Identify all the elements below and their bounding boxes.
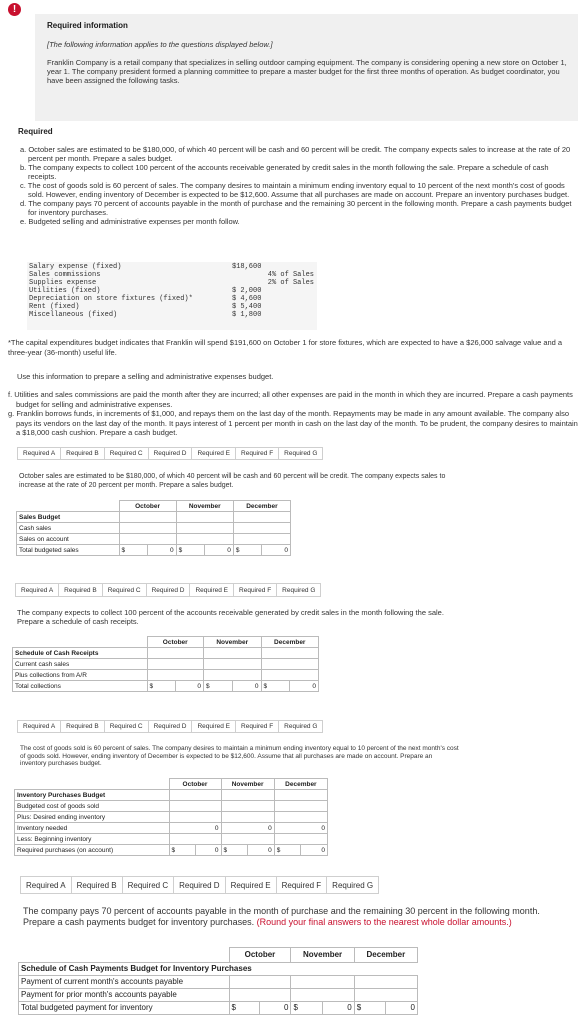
- required-list: [20, 145, 575, 226]
- col-october: October: [119, 501, 176, 512]
- total-value: 0: [205, 545, 234, 556]
- col-december: December: [274, 779, 327, 790]
- currency-sign: $: [176, 545, 205, 556]
- tab-required-e[interactable]: Required E: [225, 876, 276, 894]
- currency-sign: $: [119, 545, 148, 556]
- tab-required-b[interactable]: Required B: [58, 583, 102, 597]
- expense-label: Miscellaneous (fixed): [29, 311, 118, 319]
- expense-value: $18,600: [232, 263, 262, 271]
- input-cell[interactable]: [176, 523, 233, 534]
- currency-sign: $: [261, 681, 290, 692]
- row-label-beginning-inventory: Less: Beginning inventory: [15, 834, 170, 845]
- input-cell[interactable]: [147, 659, 204, 670]
- row-label-total: Total collections: [13, 681, 148, 692]
- table-title: Sales Budget: [17, 512, 120, 523]
- currency-sign: $: [221, 845, 248, 856]
- expense-value: 4% of Sales: [267, 271, 314, 279]
- row-label-collections-ar: Plus collections from A/R: [13, 670, 148, 681]
- cash-payments-description: [23, 906, 563, 927]
- tabs-section-c: [17, 720, 323, 733]
- tab-required-a[interactable]: Required A: [17, 447, 60, 460]
- tab-required-g[interactable]: Required G: [326, 876, 379, 894]
- currency-sign: $: [204, 681, 233, 692]
- expense-label: Salary expense (fixed): [29, 263, 122, 271]
- computed-value: 0: [221, 823, 274, 834]
- total-value: 0: [148, 545, 177, 556]
- rounding-note: (Round your final answers to the nearest whole dollar amounts.): [256, 916, 512, 927]
- row-label-cash-sales: Cash sales: [17, 523, 120, 534]
- expense-value: $ 1,800: [232, 311, 262, 319]
- input-cell[interactable]: [147, 670, 204, 681]
- input-cell[interactable]: [229, 988, 291, 1001]
- required-item-b: b. The company expects to collect 100 percent of the accounts receivable generated by credit sales in the month following the sale. Prepare a schedule of cash receipts.: [20, 163, 549, 181]
- tab-required-d[interactable]: Required D: [146, 583, 190, 597]
- tab-required-g[interactable]: Required G: [278, 720, 323, 733]
- input-cell[interactable]: [261, 659, 319, 670]
- col-december: December: [233, 501, 290, 512]
- tab-required-f[interactable]: Required F: [235, 447, 278, 460]
- input-cell[interactable]: [229, 975, 291, 988]
- tab-required-c[interactable]: Required C: [122, 876, 173, 894]
- col-december: December: [261, 637, 319, 648]
- tab-required-d[interactable]: Required D: [148, 447, 192, 460]
- tab-required-f[interactable]: Required F: [235, 720, 278, 733]
- total-value: 0: [195, 845, 221, 856]
- computed-value: 0: [169, 823, 221, 834]
- input-cell[interactable]: [221, 812, 274, 823]
- input-cell[interactable]: [169, 834, 221, 845]
- input-cell[interactable]: [291, 988, 354, 1001]
- tab-required-e[interactable]: Required E: [191, 447, 235, 460]
- total-value: 0: [290, 681, 319, 692]
- total-value: 0: [175, 681, 203, 692]
- computed-value: 0: [274, 823, 327, 834]
- sales-budget-description: October sales are estimated to be $180,000, of which 40 percent will be cash and 60 percent will be credit. The company expects sales to increase at the rate of 20 percent per month. Prepare a sales budget.: [19, 473, 446, 489]
- expense-value: 2% of Sales: [267, 279, 314, 287]
- row-label-total: Total budgeted payment for inventory: [19, 1001, 230, 1014]
- tab-required-c[interactable]: Required C: [104, 447, 148, 460]
- use-info-text: Use this information to prepare a selling and administrative expenses budget.: [17, 372, 274, 381]
- row-label-total: Total budgeted sales: [17, 545, 120, 556]
- capital-note: *The capital expenditures budget indicates that Franklin will spend $191,600 on October 1 for store fixtures, which are expected to have a $26,000 salvage value and a three-year (36-month) useful life.: [8, 338, 563, 357]
- col-october: October: [147, 637, 204, 648]
- tab-required-c[interactable]: Required C: [102, 583, 146, 597]
- input-cell[interactable]: [274, 812, 327, 823]
- input-cell[interactable]: [119, 523, 176, 534]
- input-cell[interactable]: [233, 534, 290, 545]
- expenses-values: [232, 263, 314, 319]
- alert-icon: !: [8, 3, 21, 16]
- input-cell[interactable]: [274, 801, 327, 812]
- input-cell[interactable]: [169, 801, 221, 812]
- input-cell[interactable]: [274, 834, 327, 845]
- currency-sign: $: [147, 681, 175, 692]
- input-cell[interactable]: [261, 670, 319, 681]
- row-label-sales-on-account: Sales on account: [17, 534, 120, 545]
- table-title: Inventory Purchases Budget: [15, 790, 170, 801]
- required-heading: Required: [18, 127, 53, 136]
- info-body: Franklin Company is a retail company that specializes in selling outdoor camping equipment. The company is considering opening a new store on October 1, year 1. The company president formed a planning committee to prepare a master budget for the first three months of operation. As budget coordinator, you have been assigned the following tasks.: [47, 58, 567, 85]
- total-value: 0: [301, 845, 328, 856]
- tab-required-f[interactable]: Required F: [233, 583, 276, 597]
- cash-payments-text: The company pays 70 percent of accounts payable in the month of purchase and the remaining 30 percent in the following month. Prepare a cash payments budget for inventory purchases.: [23, 906, 540, 927]
- total-value: 0: [262, 545, 291, 556]
- input-cell[interactable]: [221, 801, 274, 812]
- tab-required-g[interactable]: Required G: [276, 583, 321, 597]
- expense-value: $ 2,000: [232, 287, 262, 295]
- expenses-labels: [29, 263, 193, 319]
- col-november: November: [221, 779, 274, 790]
- tab-required-f[interactable]: Required F: [276, 876, 327, 894]
- tab-required-d[interactable]: Required D: [173, 876, 224, 894]
- currency-sign: $: [233, 545, 262, 556]
- info-title: Required information: [47, 21, 128, 30]
- required-item-c: c. The cost of goods sold is 60 percent of sales. The company desires to maintain a minimum ending inventory equal to 10 percent of the next month's cost of goods sold. However, ending inventory of December is expected to be $12,600. Assume that all purchases are made on account. Prepare an inventory purchases budget.: [20, 181, 570, 199]
- tab-required-b[interactable]: Required B: [71, 876, 122, 894]
- expense-value: $ 4,600: [232, 295, 262, 303]
- input-cell[interactable]: [119, 534, 176, 545]
- sales-budget-table: [16, 500, 291, 556]
- row-label-current-ap: Payment of current month's accounts payable: [19, 975, 230, 988]
- input-cell[interactable]: [354, 988, 417, 1001]
- cash-payments-table: [18, 947, 418, 1015]
- input-cell[interactable]: [169, 812, 221, 823]
- input-cell[interactable]: [176, 534, 233, 545]
- currency-sign: $: [229, 1001, 260, 1014]
- expense-label: Utilities (fixed): [29, 287, 101, 295]
- tab-required-g[interactable]: Required G: [278, 447, 323, 460]
- tab-required-a[interactable]: Required A: [17, 720, 60, 733]
- required-item-a: a. October sales are estimated to be $180,000, of which 40 percent will be cash and 60 percent will be credit. The company expects sales to increase at the rate of 20 percent per month. Prepare a sales budget.: [20, 145, 571, 163]
- currency-sign: $: [291, 1001, 323, 1014]
- tabs-section-b: [15, 583, 321, 597]
- total-value: 0: [386, 1001, 418, 1014]
- total-value: 0: [260, 1001, 291, 1014]
- expense-label: Rent (fixed): [29, 303, 80, 311]
- currency-sign: $: [354, 1001, 386, 1014]
- tab-required-c[interactable]: Required C: [104, 720, 148, 733]
- required-item-f: f. Utilities and sales commissions are paid the month after they are incurred; all other expenses are paid in the month in which they are incurred. Prepare a cash payments budget for selling and administrative expenses.: [8, 390, 573, 409]
- inventory-purchases-table: [14, 778, 328, 856]
- row-label-desired-ending-inventory: Plus: Desired ending inventory: [15, 812, 170, 823]
- tab-required-b[interactable]: Required B: [60, 720, 104, 733]
- input-cell[interactable]: [354, 975, 417, 988]
- input-cell[interactable]: [204, 670, 262, 681]
- tab-required-a[interactable]: Required A: [20, 876, 71, 894]
- row-label-prior-ap: Payment for prior month's accounts payable: [19, 988, 230, 1001]
- input-cell[interactable]: [204, 659, 262, 670]
- expense-label: Supplies expense: [29, 279, 97, 287]
- input-cell[interactable]: [233, 523, 290, 534]
- info-subtitle: [The following information applies to the questions displayed below.]: [47, 40, 273, 49]
- cash-receipts-description: The company expects to collect 100 percent of the accounts receivable generated by credit sales in the month following the sale. Prepare a schedule of cash receipts.: [17, 608, 444, 626]
- row-label-total: Required purchases (on account): [15, 845, 170, 856]
- col-november: November: [204, 637, 262, 648]
- required-item-e: e. Budgeted selling and administrative expenses per month follow.: [20, 217, 240, 226]
- row-label-current-cash-sales: Current cash sales: [13, 659, 148, 670]
- total-value: 0: [248, 845, 275, 856]
- input-cell[interactable]: [221, 834, 274, 845]
- currency-sign: $: [274, 845, 301, 856]
- total-value: 0: [323, 1001, 355, 1014]
- tab-required-d[interactable]: Required D: [148, 720, 192, 733]
- expense-label: Depreciation on store fixtures (fixed)*: [29, 295, 193, 303]
- col-november: November: [176, 501, 233, 512]
- tab-required-a[interactable]: Required A: [15, 583, 58, 597]
- cash-receipts-table: [12, 636, 319, 692]
- tabs-section-d: [20, 876, 379, 894]
- input-cell[interactable]: [291, 975, 354, 988]
- expense-label: Sales commissions: [29, 271, 101, 279]
- required-item-g: g. Franklin borrows funds, in increments of $1,000, and repays them on the last day of the month. Repayments may be made in any amount available. The company also pays its vendors on the last day of the month. It pays interest of 1 percent per month in cash on the last day of the month. To be prudent, the company desires to maintain a $18,000 cash cushion. Prepare a cash budget.: [8, 409, 578, 437]
- tabs-section-a: [17, 447, 323, 460]
- table-title: Schedule of Cash Receipts: [13, 648, 148, 659]
- row-label-budgeted-cogs: Budgeted cost of goods sold: [15, 801, 170, 812]
- col-november: November: [291, 948, 354, 963]
- table-title: Schedule of Cash Payments Budget for Inventory Purchases: [19, 962, 418, 975]
- required-item-d: d. The company pays 70 percent of accounts payable in the month of purchase and the remaining 30 percent in the following month. Prepare a cash payments budget for inventory purchases.: [20, 199, 572, 217]
- col-october: October: [229, 948, 291, 963]
- tab-required-b[interactable]: Required B: [60, 447, 104, 460]
- total-value: 0: [232, 681, 261, 692]
- tab-required-e[interactable]: Required E: [191, 720, 235, 733]
- col-december: December: [354, 948, 417, 963]
- col-october: October: [169, 779, 221, 790]
- row-label-inventory-needed: Inventory needed: [15, 823, 170, 834]
- tab-required-e[interactable]: Required E: [189, 583, 233, 597]
- currency-sign: $: [169, 845, 195, 856]
- expense-value: $ 5,400: [232, 303, 262, 311]
- fg-list: [8, 390, 578, 438]
- inventory-purchases-description: The cost of goods sold is 60 percent of sales. The company desires to maintain a minimum ending inventory equal to 10 percent of the next month's cost of goods sold. However, ending inventory of December is expected to be $12,600. Assume that all purchases are made on account. Prepare an inventory purchases budget.: [20, 745, 459, 767]
